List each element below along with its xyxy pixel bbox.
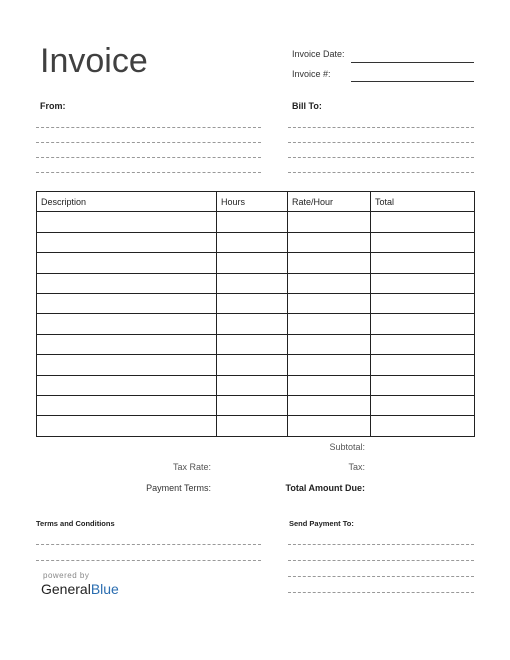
column-header-total: Total (371, 192, 475, 212)
cell-description[interactable] (37, 416, 217, 436)
cell-rate[interactable] (288, 395, 371, 415)
cell-hours[interactable] (217, 334, 288, 354)
tax-label: Tax: (348, 462, 365, 472)
column-header-description: Description (37, 192, 217, 212)
send-payment-line-2[interactable] (288, 560, 474, 561)
cell-description[interactable] (37, 355, 217, 375)
cell-total[interactable] (371, 334, 475, 354)
invoice-number-label: Invoice #: (292, 69, 331, 79)
cell-rate[interactable] (288, 314, 371, 334)
cell-hours[interactable] (217, 212, 288, 232)
cell-total[interactable] (371, 395, 475, 415)
cell-rate[interactable] (288, 273, 371, 293)
cell-total[interactable] (371, 314, 475, 334)
cell-hours[interactable] (217, 355, 288, 375)
from-line-4[interactable] (36, 172, 261, 173)
brand-general: General (41, 581, 91, 597)
cell-total[interactable] (371, 273, 475, 293)
terms-and-conditions-label: Terms and Conditions (36, 519, 115, 528)
from-line-1[interactable] (36, 127, 261, 128)
cell-rate[interactable] (288, 293, 371, 313)
table-row (37, 416, 475, 436)
column-header-rate: Rate/Hour (288, 192, 371, 212)
table-row (37, 314, 475, 334)
cell-description[interactable] (37, 314, 217, 334)
cell-rate[interactable] (288, 334, 371, 354)
subtotal-label: Subtotal: (329, 442, 365, 452)
cell-hours[interactable] (217, 273, 288, 293)
cell-total[interactable] (371, 232, 475, 252)
send-payment-line-1[interactable] (288, 544, 474, 545)
cell-description[interactable] (37, 273, 217, 293)
from-line-2[interactable] (36, 142, 261, 143)
column-header-hours: Hours (217, 192, 288, 212)
send-payment-to-label: Send Payment To: (289, 519, 354, 528)
cell-total[interactable] (371, 355, 475, 375)
cell-rate[interactable] (288, 253, 371, 273)
invoice-date-field[interactable] (351, 62, 474, 63)
table-row (37, 273, 475, 293)
cell-hours[interactable] (217, 314, 288, 334)
cell-description[interactable] (37, 232, 217, 252)
table-row (37, 212, 475, 232)
cell-hours[interactable] (217, 253, 288, 273)
bill-to-line-4[interactable] (288, 172, 474, 173)
cell-total[interactable] (371, 416, 475, 436)
generalblue-logo (41, 581, 119, 597)
invoice-date-label: Invoice Date: (292, 49, 345, 59)
from-label: From: (40, 101, 66, 111)
table-row (37, 293, 475, 313)
cell-hours[interactable] (217, 293, 288, 313)
cell-description[interactable] (37, 375, 217, 395)
cell-rate[interactable] (288, 375, 371, 395)
cell-rate[interactable] (288, 416, 371, 436)
cell-description[interactable] (37, 253, 217, 273)
items-table (36, 191, 475, 437)
invoice-number-field[interactable] (351, 81, 474, 82)
table-row (37, 395, 475, 415)
powered-by-text: powered by (43, 571, 90, 580)
terms-line-2[interactable] (36, 560, 261, 561)
from-line-3[interactable] (36, 157, 261, 158)
send-payment-line-4[interactable] (288, 592, 474, 593)
table-row (37, 355, 475, 375)
cell-total[interactable] (371, 212, 475, 232)
cell-description[interactable] (37, 395, 217, 415)
cell-total[interactable] (371, 375, 475, 395)
cell-total[interactable] (371, 253, 475, 273)
table-header-row (37, 192, 475, 212)
invoice-title: Invoice (40, 42, 148, 80)
bill-to-line-2[interactable] (288, 142, 474, 143)
brand-blue: Blue (90, 581, 119, 597)
bill-to-label: Bill To: (292, 101, 322, 111)
cell-hours[interactable] (217, 416, 288, 436)
send-payment-line-3[interactable] (288, 576, 474, 577)
payment-terms-label: Payment Terms: (146, 483, 211, 493)
terms-line-1[interactable] (36, 544, 261, 545)
table-row (37, 232, 475, 252)
tax-rate-label: Tax Rate: (172, 462, 211, 472)
cell-description[interactable] (37, 334, 217, 354)
cell-description[interactable] (37, 293, 217, 313)
cell-rate[interactable] (288, 355, 371, 375)
bill-to-line-3[interactable] (288, 157, 474, 158)
total-amount-due-label: Total Amount Due: (285, 483, 365, 493)
cell-hours[interactable] (217, 395, 288, 415)
table-row (37, 375, 475, 395)
table-row (37, 334, 475, 354)
table-row (37, 253, 475, 273)
cell-description[interactable] (37, 212, 217, 232)
bill-to-line-1[interactable] (288, 127, 474, 128)
cell-hours[interactable] (217, 232, 288, 252)
cell-hours[interactable] (217, 375, 288, 395)
cell-total[interactable] (371, 293, 475, 313)
cell-rate[interactable] (288, 232, 371, 252)
cell-rate[interactable] (288, 212, 371, 232)
